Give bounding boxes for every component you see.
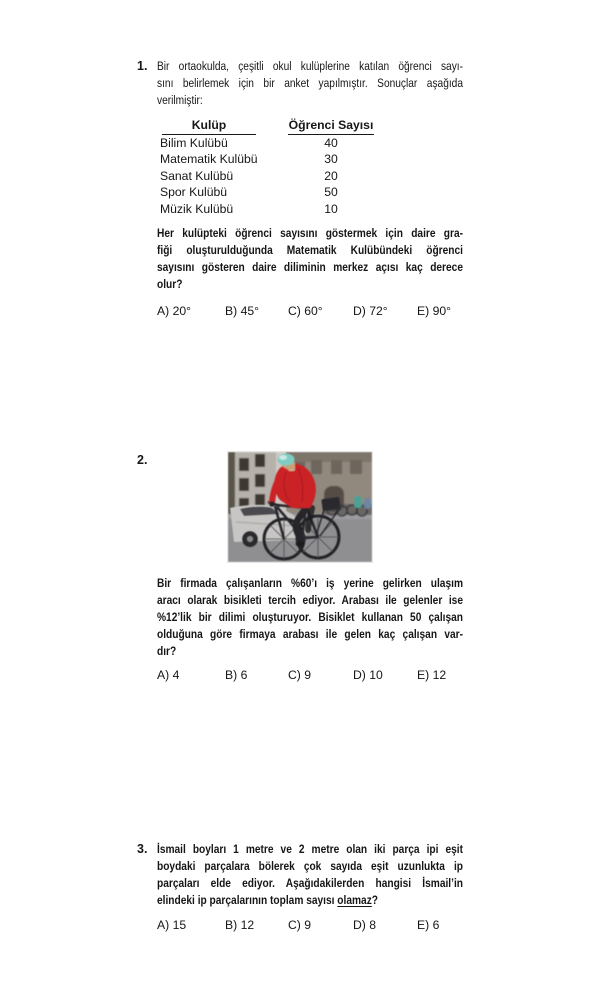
text-line: fiği oluşturulduğunda Matematik Kulübündeki öğrenci [157, 243, 463, 257]
text-line: dır? [157, 644, 177, 658]
cyclist-photo [228, 452, 372, 562]
student-count: 30 [324, 152, 338, 166]
answer-option: D) 8 [353, 918, 377, 932]
text-line: %12’lik bir dilimi oluşturuyor. Bisiklet kullanan 50 çalışan [157, 610, 463, 624]
question-number: 1. [137, 59, 148, 73]
answer-option: B) 45° [225, 304, 260, 318]
question-1-text [157, 225, 463, 293]
text-line: olur? [157, 277, 183, 291]
club-table [160, 117, 463, 217]
table-row [160, 201, 463, 218]
question-number: 3. [137, 842, 148, 856]
last-line-suffix: ? [371, 893, 379, 907]
answer-option: D) 10 [353, 668, 383, 682]
question-1 [137, 58, 463, 319]
table-row [160, 184, 463, 201]
answer-option: E) 12 [417, 668, 447, 682]
question-3 [137, 841, 463, 933]
question-2 [137, 452, 463, 683]
text-line: aracı olarak bisikleti tercih ediyor. Arabası ile gelenler ise [157, 593, 463, 607]
table-header-row [160, 117, 463, 135]
answer-option: C) 9 [288, 668, 312, 682]
answer-option: A) 15 [157, 918, 187, 932]
text-line: Her kulüpteki öğrenci sayısını göstermek için daire gra- [157, 226, 463, 240]
text-line: verilmiştir: [157, 93, 203, 107]
table-header-kulup: Kulüp [162, 117, 256, 135]
question-1-intro [157, 58, 463, 109]
student-count: 50 [324, 185, 338, 199]
question-3-text [157, 841, 463, 909]
answer-row [157, 303, 463, 319]
answer-option: B) 12 [225, 918, 255, 932]
club-name: Müzik Kulübü [160, 201, 234, 216]
answer-option: E) 90° [417, 304, 452, 318]
text-line: parçaları elde ediyor. Aşağıdakilerden hangisi İsmail’in [157, 876, 463, 890]
question-2-text [157, 575, 463, 660]
text-line: boydaki parçalara bölerek çok sayıda eşit uzunlukta ip [157, 859, 463, 873]
club-name: Spor Kulübü [160, 185, 228, 199]
text-line: sayısını gösteren daire diliminin merkez açısı kaç derece [157, 260, 463, 274]
text-line: İsmail boyları 1 metre ve 2 metre olan iki parça ipi eşit [157, 842, 463, 856]
last-line-prefix: elindeki ip parçalarının toplam sayısı [157, 893, 338, 907]
underlined-word: olamaz [337, 893, 372, 907]
club-name: Bilim Kulübü [160, 135, 228, 150]
text-line: sını belirlemek için bir anket yapılmıştır. Sonuçlar aşağıda [157, 76, 463, 90]
student-count: 40 [324, 135, 338, 150]
answer-option: B) 6 [225, 668, 248, 682]
text-line: Bir ortaokulda, çeşitli okul kulüplerine katılan öğrenci sayı- [157, 59, 463, 73]
club-name: Matematik Kulübü [160, 152, 258, 166]
answer-row [157, 667, 463, 683]
student-count: 10 [324, 201, 338, 216]
answer-option: C) 9 [288, 918, 312, 932]
text-line [157, 892, 463, 909]
answer-option: D) 72° [353, 304, 388, 318]
student-count: 20 [324, 168, 338, 183]
club-name: Sanat Kulübü [160, 168, 234, 183]
answer-row [157, 917, 463, 933]
answer-option: E) 6 [417, 918, 440, 932]
question-number: 2. [137, 453, 148, 467]
text-line: Bir firmada çalışanların %60’ı iş yerine gelirken ulaşım [157, 576, 463, 590]
table-header-ogrenci-sayisi: Öğrenci Sayısı [288, 117, 374, 135]
table-row [160, 168, 463, 185]
answer-option: A) 4 [157, 668, 180, 682]
table-row [160, 151, 463, 168]
answer-option: A) 20° [157, 304, 192, 318]
text-line: olduğuna göre firmaya arabası ile gelen kaç çalışan var- [157, 627, 463, 641]
table-row [160, 135, 463, 152]
answer-option: C) 60° [288, 304, 323, 318]
